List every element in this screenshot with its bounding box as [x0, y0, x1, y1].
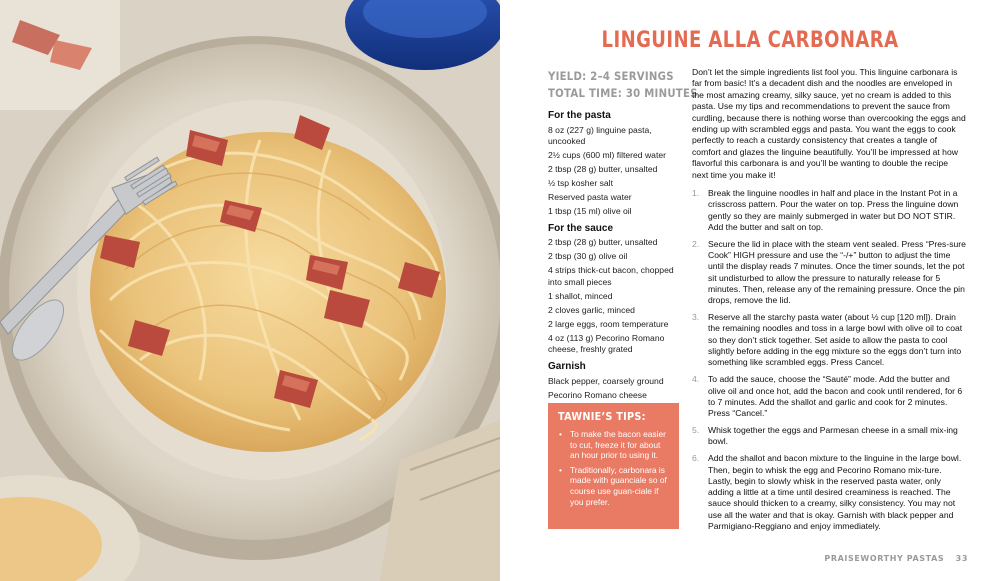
ingredient-item: 2 tbsp (28 g) butter, unsalted [548, 237, 658, 248]
tip-item: • Traditionally, carbonara is made with guanciale so of course use guan-ciale if you prefer. [558, 465, 671, 507]
ingredients-list [548, 110, 683, 404]
ingredient-item: Pecorino Romano cheese [548, 389, 647, 400]
tips-heading: TAWNIE’S TIPS: [558, 410, 646, 423]
recipe-intro: Don’t let the simple ingredients list fool you. This linguine carbonara is far from basic! It’s a decadent dish and the noodles are enveloped in the most amazing creamy, silky sauce, yet no cream is added to this pasta. Use my tips and recommendations to prevent the sauce from curdling, because there is nothing worse than overcooking the eggs and ending up with scrambled eggs and pasta. You want the eggs to cook perfectly to reach a custardy consistency that creates a tangle of comfort and glazes the linguine beautifully. You’ll be impressed at how flavorful this carbonara is and you’ll be wanting to double the recipe next time you make it! [692, 67, 966, 180]
step-text: Whisk together the eggs and Parmesan cheese in a small mix-ing bowl. [708, 425, 958, 447]
ingredient-item: 2 cloves garlic, minced [548, 304, 635, 315]
instruction-step [692, 239, 968, 307]
ingredient-item: 4 strips thick-cut bacon, chopped into small pieces [548, 265, 674, 287]
ingredient-item: 8 oz (227 g) linguine pasta, uncooked [548, 124, 652, 147]
step-number: 6. [692, 453, 700, 464]
ingredient-item: 2 large eggs, room temperature [548, 318, 669, 329]
recipe-title: LINGUINE ALLA CARBONARA [601, 28, 899, 53]
step-number: 4. [692, 374, 700, 385]
instruction-step [692, 374, 968, 419]
ingredient-item: 4 oz (113 g) Pecorino Romano cheese, freshly grated [548, 332, 665, 355]
step-text: Secure the lid in place with the steam vent sealed. Press “Pres-sure Cook” HIGH pressure and use the “-/+” button to adjust the time until the display reads 7 minutes. Once the timer sounds, let the pot sit undisturbed to allow the pressure to naturally release for 5 minutes. Then, release any of the remaining pressure. Once the pin drops, remove the lid. [708, 238, 966, 306]
ingredient-section-garnish [548, 361, 683, 401]
page-footer [824, 554, 968, 563]
step-text: Reserve all the starchy pasta water (about ½ cup [120 ml]). Drain the remaining noodles and toss in a large bowl with olive oil to coat so they don’t stick together. Set aside to allow the pasta to cool slightly before adding in the egg mixture so the eggs don’t turn into something like scrambled eggs. Press Cancel. [708, 312, 963, 368]
tip-item: • To make the bacon easier to cut, freeze it for about an hour prior to using it. [558, 429, 671, 461]
ingredient-section-sauce [548, 223, 683, 356]
footer-section-name: PRAISEWORTHY PASTAS [824, 554, 945, 563]
total-time-text: TOTAL TIME: 30 MINUTES [548, 86, 698, 100]
tips-list [558, 429, 671, 507]
ingredient-item: 1 tbsp (15 ml) olive oil [548, 206, 632, 217]
recipe-page [500, 0, 1000, 581]
ingredient-item: 2 tbsp (28 g) butter, unsalted [548, 164, 658, 175]
instruction-step [692, 425, 968, 448]
step-number: 1. [692, 188, 700, 198]
ingredient-item: Black pepper, coarsely ground [548, 375, 664, 386]
step-text: To add the sauce, choose the “Sauté” mode. Add the butter and olive oil and once hot, add the bacon and cook until rendered, for 6 to 7 minutes. Add the shallot and garlic and cook for 2 minutes. Press “Cancel.” [708, 374, 963, 419]
step-text: Add the shallot and bacon mixture to the linguine in the large bowl. Then, begin to whisk the egg and Pecorino Romano mix-ture. Lastly, begin to slowly whisk in the reserved pasta water, only adding a little at a time until desired creaminess is reached. The sauce should thicken to a creamy, silky consistency. You may not use all the water and that is okay. Garnish with black pepper and Parmigiano-Reggiano and enjoy immediately. [708, 453, 962, 531]
ingredient-section-heading: For the sauce [548, 222, 614, 234]
ingredient-item: 2½ cups (600 ml) filtered water [548, 150, 666, 161]
ingredient-section-heading: For the pasta [548, 110, 611, 121]
tips-box [548, 403, 679, 529]
step-number: 2. [692, 238, 700, 249]
ingredient-item: Reserved pasta water [548, 192, 632, 203]
ingredient-section-heading: Garnish [548, 360, 586, 372]
ingredient-section-pasta [548, 110, 683, 218]
instruction-step [692, 312, 968, 368]
yield-text: YIELD: 2–4 SERVINGS [548, 69, 674, 83]
ingredient-item: ½ tsp kosher salt [548, 178, 613, 189]
ingredient-item: 2 tbsp (30 g) olive oil [548, 251, 628, 262]
recipe-meta [548, 68, 698, 102]
step-number: 3. [692, 312, 700, 323]
step-number: 5. [692, 425, 700, 436]
instruction-step [692, 188, 968, 233]
instructions-list [692, 188, 968, 538]
instruction-step [692, 453, 968, 532]
ingredient-item: 1 shallot, minced [548, 290, 613, 301]
page-number: 33 [955, 554, 968, 563]
step-text: Break the linguine noodles in half and place in the Instant Pot in a crisscross pattern. Pour the water on top. Press the linguine down gently so they are mainly submerged in water but DO NOT STIR. Add the butter and salt on top. [708, 188, 959, 232]
